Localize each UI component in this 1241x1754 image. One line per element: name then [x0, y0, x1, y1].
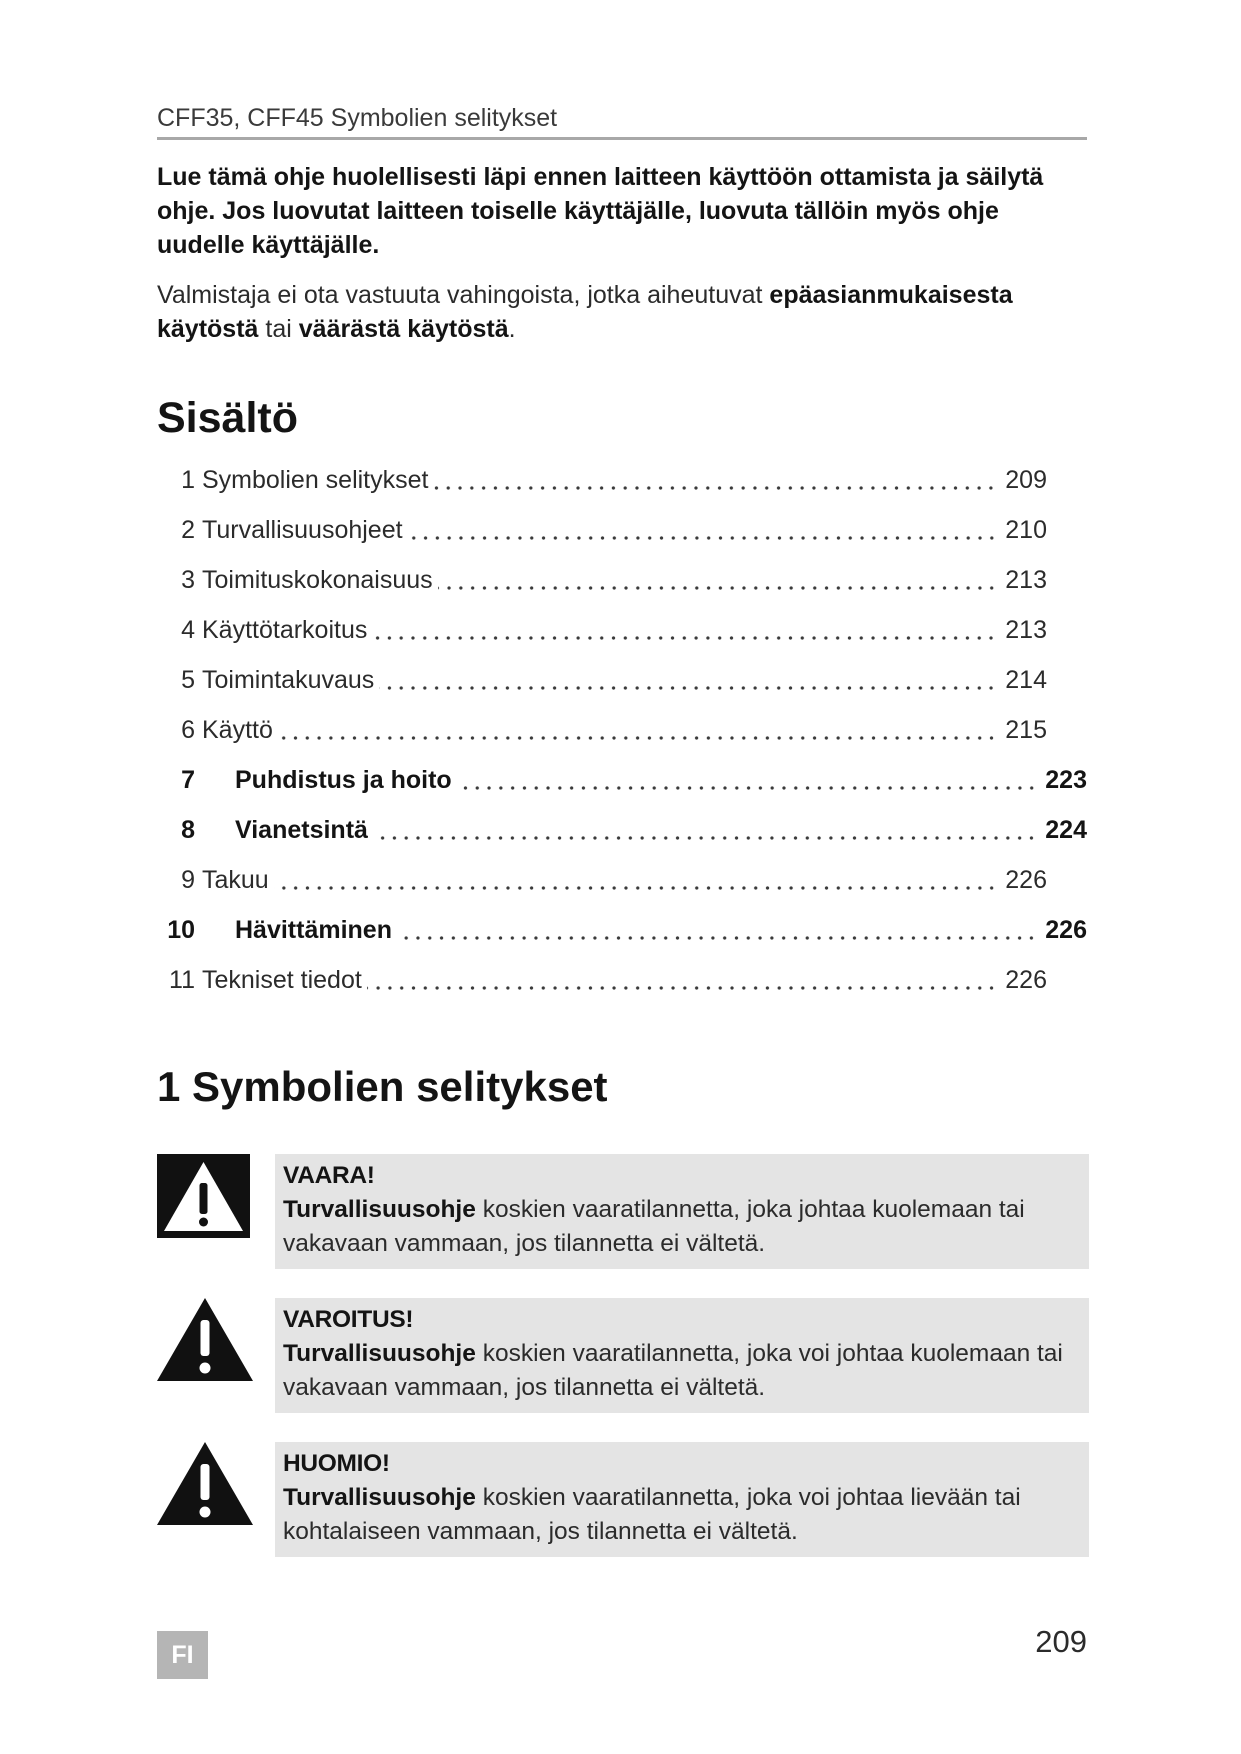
disclaimer-line — [157, 278, 1092, 312]
disclaimer-emphasis: epäasianmukaisesta — [769, 281, 1013, 309]
notice-body: koskien vaaratilannetta, joka voi johtaa kuolemaan tai — [482, 1340, 1063, 1367]
running-header: CFF35, CFF45 Symbolien selitykset — [157, 104, 558, 132]
toc-entry-number: 9 — [181, 865, 195, 894]
disclaimer-text: tai — [265, 315, 292, 343]
toc-leader-dots — [457, 786, 1038, 790]
toc-entry-label: Käyttötarkoitus — [202, 615, 368, 644]
liability-disclaimer — [157, 278, 1092, 346]
warning-triangle-icon — [157, 1298, 253, 1386]
toc-entry-label: Toimituskokonaisuus — [202, 565, 433, 594]
notice-line: vakavaan vammaan, jos tilannetta ei vältetä. — [283, 1374, 766, 1401]
toc-entry-number: 4 — [181, 615, 195, 644]
toc-entry-label: Takuu — [202, 865, 269, 894]
toc-entry-page: 215 — [1005, 715, 1047, 744]
caution-notice — [275, 1442, 1089, 1557]
toc-entry-label: Käyttö — [202, 715, 273, 744]
toc-leader-dots — [372, 636, 997, 640]
toc-entry-page: 213 — [1005, 565, 1047, 594]
header-rule — [157, 137, 1087, 140]
toc-entry-number: 5 — [181, 665, 195, 694]
notice-line — [283, 1481, 1021, 1515]
toc-leader-dots — [274, 886, 998, 890]
signal-word: VAARA! — [283, 1162, 375, 1189]
toc-title: Sisältö — [157, 394, 298, 442]
toc-entry-page: 226 — [1005, 865, 1047, 894]
toc-entry — [157, 455, 1047, 505]
toc-entry — [157, 905, 1087, 955]
notice-line — [283, 1193, 1025, 1227]
notice-body: koskien vaaratilannetta, joka johtaa kuolemaan tai — [482, 1196, 1025, 1223]
toc-leader-dots — [433, 486, 997, 490]
danger-warning-square-icon — [157, 1154, 250, 1243]
toc-leader-dots — [278, 736, 997, 740]
notice-body: koskien vaaratilannetta, joka voi johtaa lievään tai — [482, 1484, 1021, 1511]
toc-leader-dots — [438, 586, 998, 590]
disclaimer-text: Valmistaja ei ota vastuuta vahingoista, jotka aiheutuvat — [157, 281, 763, 309]
notice-line — [283, 1337, 1063, 1371]
toc-entry-number: 3 — [181, 565, 195, 594]
toc-entry — [157, 955, 1047, 1005]
notice-line: Lue tämä ohje huolellisesti läpi ennen laitteen käyttöön ottamista ja säilytä — [157, 163, 1044, 191]
signal-word: HUOMIO! — [283, 1450, 390, 1477]
toc-entry-number: 1 — [181, 465, 195, 494]
toc-leader-dots — [379, 686, 997, 690]
toc-entry-page: 214 — [1005, 665, 1047, 694]
toc-entry-page: 223 — [1045, 765, 1087, 794]
toc-entry-label: Tekniset tiedot — [202, 965, 362, 994]
notice-lead: Turvallisuusohje — [283, 1196, 476, 1223]
toc-entry-number: 2 — [181, 515, 195, 544]
toc-leader-dots — [408, 536, 998, 540]
toc-entry-number: 11 — [169, 965, 195, 994]
disclaimer-text: . — [508, 315, 516, 343]
toc-entry-label: Hävittäminen — [235, 915, 392, 944]
toc-leader-dots — [367, 986, 997, 990]
toc-entry-number: 10 — [167, 915, 195, 944]
page-number: 209 — [1035, 1624, 1087, 1659]
notice-lead: Turvallisuusohje — [283, 1484, 476, 1511]
toc-entry-page: 213 — [1005, 615, 1047, 644]
toc-entry — [157, 655, 1047, 705]
notice-text — [283, 1447, 1021, 1549]
toc-entry — [157, 855, 1047, 905]
toc-entry — [157, 555, 1047, 605]
toc-leader-dots — [373, 836, 1037, 840]
disclaimer-emphasis: käytöstä — [157, 315, 259, 343]
disclaimer-emphasis: väärästä käytöstä — [298, 315, 509, 343]
notice-lead: Turvallisuusohje — [283, 1340, 476, 1367]
toc-entry-page: 224 — [1045, 815, 1087, 844]
disclaimer-line — [157, 312, 1092, 346]
notice-text — [283, 1159, 1025, 1261]
notice-text — [283, 1303, 1063, 1405]
toc-entry-page: 226 — [1005, 965, 1047, 994]
toc-entry — [157, 505, 1047, 555]
notice-line: vakavaan vammaan, jos tilannetta ei vältetä. — [283, 1230, 766, 1257]
language-badge: FI — [157, 1631, 208, 1679]
toc-entry-number: 7 — [181, 765, 195, 794]
notice-line: kohtalaiseen vammaan, jos tilannetta ei vältetä. — [283, 1518, 798, 1545]
toc-entry — [157, 755, 1087, 805]
section-title: 1 Symbolien selitykset — [157, 1063, 608, 1110]
toc-entry-page: 209 — [1005, 465, 1047, 494]
toc-entry-number: 6 — [181, 715, 195, 744]
toc-entry-label: Toimintakuvaus — [202, 665, 375, 694]
toc-entry-label: Puhdistus ja hoito — [235, 765, 452, 794]
notice-line: ohje. Jos luovutat laitteen toiselle käyttäjälle, luovuta tällöin myös ohje — [157, 197, 999, 225]
toc-entry-page: 226 — [1045, 915, 1087, 944]
toc-entry — [157, 705, 1047, 755]
warning-notice — [275, 1298, 1089, 1413]
toc-entry-page: 210 — [1005, 515, 1047, 544]
toc-entry-label: Symbolien selitykset — [202, 465, 429, 494]
signal-word: VAROITUS! — [283, 1306, 414, 1333]
toc-entry — [157, 805, 1087, 855]
toc-entry-label: Vianetsintä — [235, 815, 368, 844]
notice-line: uudelle käyttäjälle. — [157, 231, 380, 259]
toc-entry-number: 8 — [181, 815, 195, 844]
danger-notice — [275, 1154, 1089, 1269]
toc-leader-dots — [397, 936, 1037, 940]
toc-entry-label: Turvallisuusohjeet — [202, 515, 403, 544]
toc-entry — [157, 605, 1047, 655]
read-instructions-notice — [157, 160, 1092, 262]
caution-triangle-icon — [157, 1442, 253, 1530]
